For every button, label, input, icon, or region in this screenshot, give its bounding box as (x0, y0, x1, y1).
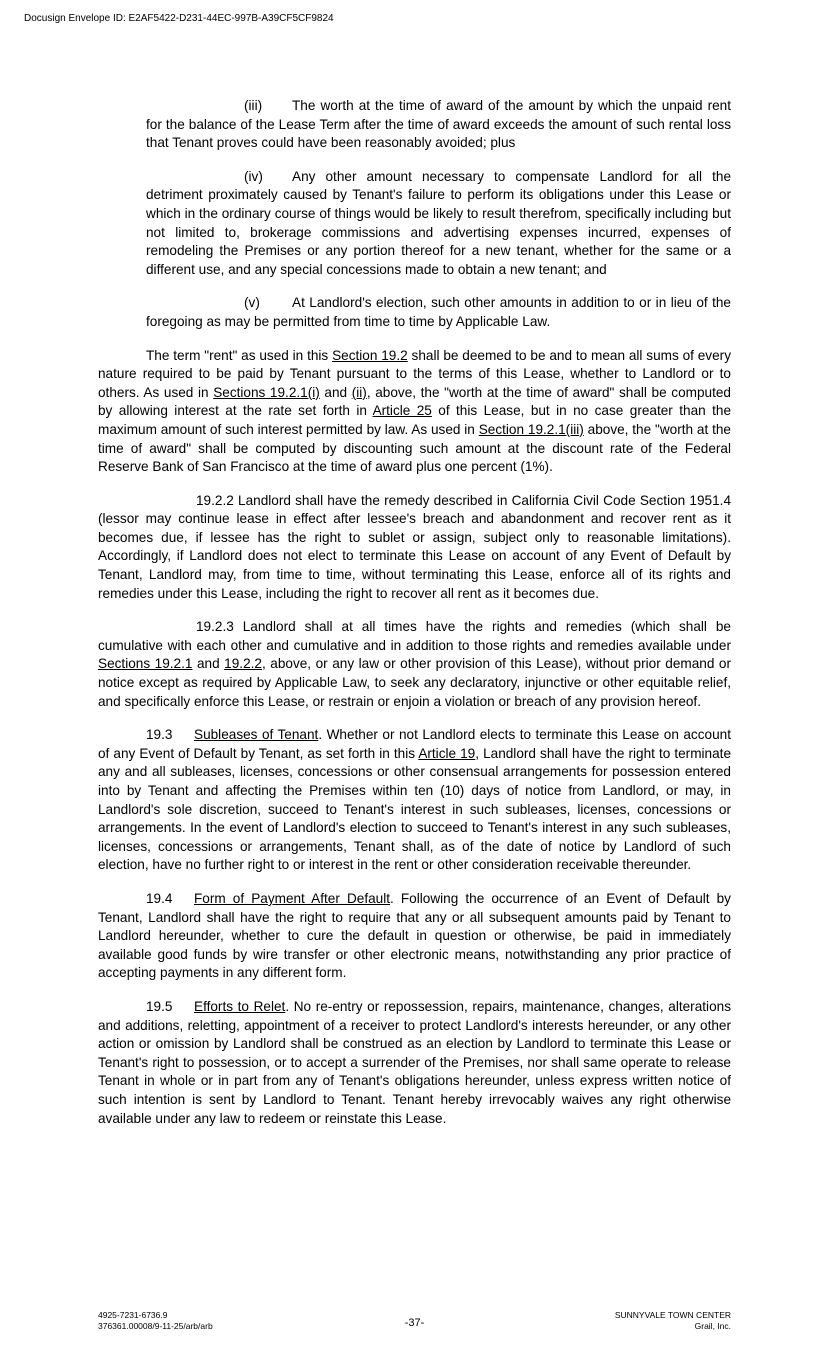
text-run: The term "rent" as used in this (146, 347, 333, 363)
cross-reference: Article 25 (372, 403, 432, 419)
footer-matter-number: 376361.00008/9-11-25/arb/arb (98, 1320, 213, 1331)
text-run: above, the "worth at the time of award" shall be computed by discounting such amount at the discount rate of the Federal Reserve Bank of San Francisco at the time of award plus one percent (1%). (98, 421, 731, 475)
paragraph-v (146, 294, 731, 331)
text-run: . Following the occurrence of an Event of Default by Tenant, Landlord shall have the right to require that any or all subsequent amounts paid by Tenant to Landlord hereunder, whether to cure the default in question or otherwise, be paid in immediately available good funds by wire transfer or other electronic means, notwithstanding any prior practice of accepting payments in any different form. (98, 890, 731, 981)
cross-reference: Sections 19.2.1(i) (213, 384, 320, 400)
footer-property-name: SUNNYVALE TOWN CENTER (614, 1310, 731, 1320)
text-run: shall be deemed to be and to mean all sums of every nature required to be paid by Tenant pursuant to the terms of this Lease, whether to Landlord or to others. As used in (98, 347, 731, 400)
cross-reference: Section 19.2.1(iii) (478, 421, 584, 437)
paragraph-iv (146, 168, 731, 280)
page-number: -37- (404, 1317, 425, 1329)
text-run: , above, or any law or other provision of this Lease), without prior demand or notice except as required by Applicable Law, to seek any declaratory, injunctive or other equitable relief, and specifically enforce this Lease, or restrain or enjoin a violation or breach of any provision hereof. (98, 656, 731, 709)
text-run: and (319, 384, 352, 400)
paragraph-text: The worth at the time of award of the amount by which the unpaid rent for the balance of the Lease Term after the time of award exceeds the amount of such rental loss that Tenant proves could have been reasonably avoided; plus (146, 98, 731, 151)
paragraph-19-2-3 (98, 618, 731, 711)
text-run: , above, the "worth at the time of award" shall be computed by allowing interest at the rate set forth in (98, 384, 731, 419)
section-19-5 (98, 998, 731, 1128)
section-19-3 (98, 726, 731, 875)
text-run: of this Lease, but in no case greater than the maximum amount of such interest permitted by law. As used in (98, 403, 732, 437)
paragraph-19-2-2 (98, 492, 731, 604)
cross-reference: 19.2.2 (224, 656, 262, 672)
cross-reference: Sections 19.2.1 (98, 656, 193, 672)
page-body (98, 97, 731, 1128)
text-run: . Whether or not Landlord elects to terminate this Lease on account of any Event of Default by Tenant, as set forth in this (98, 727, 731, 761)
section-heading: Form of Payment After Default (194, 890, 391, 906)
text-run: . No re-entry or repossession, repairs, maintenance, changes, alterations and additions, reletting, appointment of a receiver to protect Landlord's interests hereunder, or any other action or omission by Landlord shall be construed as an election by Landlord to terminate this Lease or Tenant's right to possession, or to accept a surrender of the Premises, nor shall same operate to release Tenant in whole or in part from any of Tenant's obligations hereunder, unless express written notice of such intention is sent by Landlord to Tenant. Tenant hereby irrevocably waives any right otherwise available under any law to redeem or reinstate this Lease. (98, 998, 731, 1126)
paragraph-number: (iii) (244, 98, 263, 113)
footer-property (615, 1310, 731, 1331)
text-run: , Landlord shall have the right to terminate any and all subleases, licenses, concessions or other consensual arrangements for possession entered into by Tenant and affecting the Premises within ten (10) days of notice from Landlord, or may, in Landlord's sole discretion, succeed to Tenant's interest in such subleases, licenses, concessions or arrangements. In the event of Landlord's election to succeed to Tenant's interest in any such subleases, licenses, concessions or arrangements, Tenant shall, as of the date of notice by Landlord of such election, have no further right to or interest in the rent or other consideration receivable thereunder. (98, 745, 732, 873)
paragraph-text: Any other amount necessary to compensate Landlord for all the detriment proximately caused by Tenant's failure to perform its obligations under this Lease or which in the ordinary course of things would be likely to result therefrom, specifically including but not limited to, brokerage commissions and advertising expenses incurred, expenses of remodeling the Premises or any portion thereof for a new tenant, whether for the same or a different use, and any special concessions made to obtain a new tenant; and (146, 168, 731, 277)
section-heading: Subleases of Tenant (194, 727, 319, 743)
envelope-id: Docusign Envelope ID: E2AF5422-D231-44EC-997B-A39CF5CF9824 (24, 13, 334, 24)
section-number: 19.4 (146, 890, 173, 906)
section-heading: Efforts to Relet (194, 998, 286, 1014)
paragraph-number: (v) (244, 295, 260, 311)
paragraph-text: 19.2.2 Landlord shall have the remedy described in California Civil Code Section 1951.4 (lessor may continue lease in effect after lessee's breach and abandonment and recover rent as it becomes due, if lessee has the right to sublet or assign, subject only to reasonable limitations). Accordingly, if Landlord does not elect to terminate this Lease on account of any Event of Default by Tenant, Landlord may, from time to time, without terminating this Lease, enforce all of its rights and remedies under this Lease, including the right to recover all rent as it becomes due. (98, 492, 731, 601)
section-number: 19.3 (146, 727, 173, 743)
cross-reference: (ii) (351, 384, 367, 400)
paragraph-number: (iv) (244, 168, 263, 184)
footer-tenant-name: Grail, Inc. (694, 1320, 731, 1331)
footer-doc-number: 4925-7231-6736.9 (98, 1310, 168, 1320)
cross-reference: Article 19 (418, 745, 476, 761)
cross-reference: Section 19.2 (332, 347, 408, 363)
text-run: and (192, 656, 225, 672)
text-run: 19.2.3 Landlord shall at all times have the rights and remedies (which shall be cumulative with each other and cumulative and in addition to those rights and remedies available under (98, 619, 731, 653)
paragraph-rent-definition (98, 347, 731, 477)
section-number: 19.5 (146, 998, 173, 1014)
section-19-4 (98, 890, 731, 983)
paragraph-text: At Landlord's election, such other amounts in addition to or in lieu of the foregoing as may be permitted from time to time by Applicable Law. (146, 295, 731, 329)
paragraph-iii (146, 97, 731, 153)
